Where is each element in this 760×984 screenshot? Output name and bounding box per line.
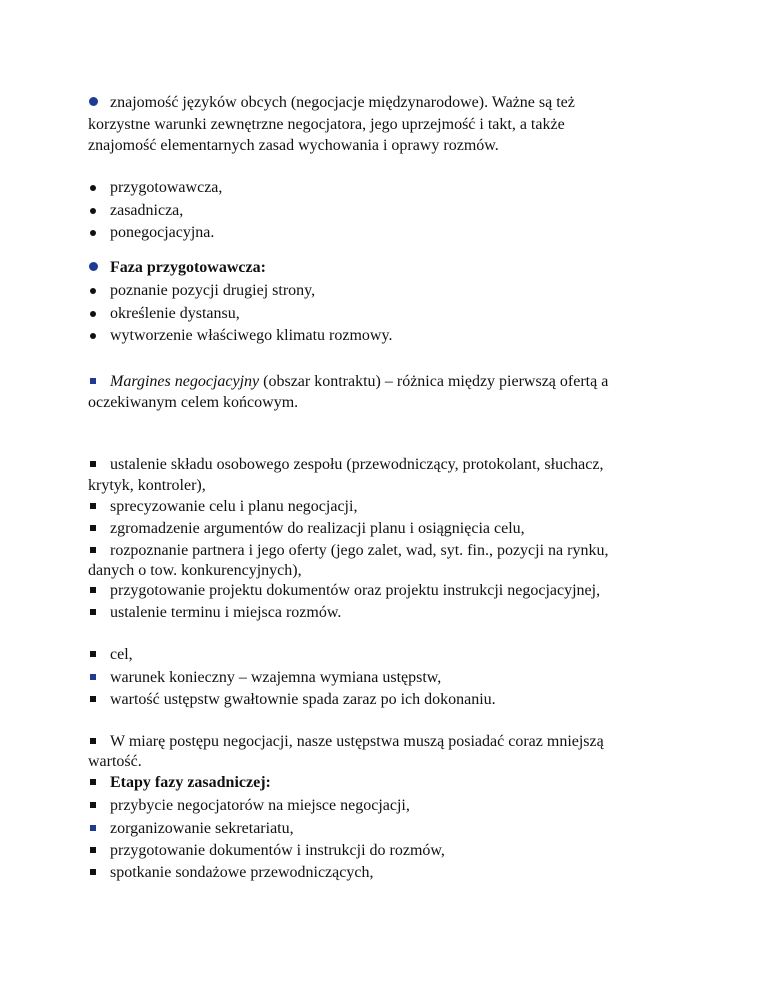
list-item: ustalenie składu osobowego zespołu (przewodniczący, protokolant, słuchacz, [110,456,604,473]
stages-heading: Etapy fazy zasadniczej: [110,774,271,791]
list-item: wartość ustępstw gwałtownie spada zaraz po ich dokonaniu. [110,691,496,708]
list-item: poznanie pozycji drugiej strony, [110,282,316,299]
list-item: przygotowanie dokumentów i instrukcji do rozmów, [110,842,445,859]
list-item: zasadnicza, [110,202,184,219]
list-item-continuation: danych o tow. konkurencyjnych), [88,562,302,579]
list-item: zgromadzenie argumentów do realizacji planu i osiągnięcia celu, [110,520,525,537]
list-item: sprecyzowanie celu i planu negocjacji, [110,498,358,515]
list-item: rozpoznanie partnera i jego oferty (jego zalet, wad, syt. fin., pozycji na rynku, [110,542,609,559]
para1-line2: korzystne warunki zewnętrzne negocjatora, jego uprzejmość i takt, a także [88,116,565,133]
list-item-continuation: krytyk, kontroler), [88,477,206,494]
list-item: cel, [110,646,133,663]
para1-line1: znajomość języków obcych (negocjacje międzynarodowe). Ważne są też [110,94,575,111]
list-item: przybycie negocjatorów na miejsce negocjacji, [110,797,410,814]
list-item: zorganizowanie sekretariatu, [110,820,294,837]
list-item: przygotowawcza, [110,179,223,196]
concession-note-line2: wartość. [88,753,142,770]
margin-definition-line2: oczekiwanym celem końcowym. [88,394,299,411]
para1-line3: znajomość elementarnych zasad wychowania i oprawy rozmów. [88,137,499,154]
margin-definition: Margines negocjacyjny (obszar kontraktu) – różnica między pierwszą ofertą a [110,373,609,390]
list-item: wytworzenie właściwego klimatu rozmowy. [110,327,393,344]
list-item: ustalenie terminu i miejsca rozmów. [110,604,342,621]
list-item: spotkanie sondażowe przewodniczących, [110,864,374,881]
list-item: warunek konieczny – wzajemna wymiana ustępstw, [110,669,442,686]
list-item: określenie dystansu, [110,305,240,322]
list-item: ponegocjacyjna. [110,224,215,241]
list-item: przygotowanie projektu dokumentów oraz projektu instrukcji negocjacyjnej, [110,582,601,599]
prep-heading: Faza przygotowawcza: [110,259,266,276]
concession-note: W miarę postępu negocjacji, nasze ustępstwa muszą posiadać coraz mniejszą [110,733,604,750]
